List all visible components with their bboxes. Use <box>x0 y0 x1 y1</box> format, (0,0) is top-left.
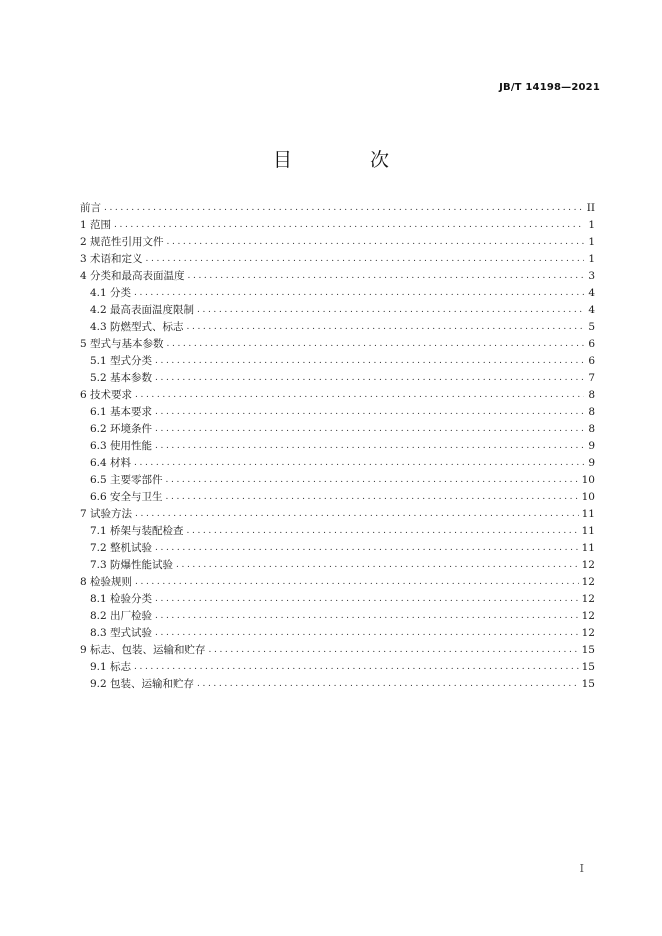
toc-leader-dots <box>166 472 579 489</box>
toc-entry[interactable] <box>80 234 595 251</box>
toc-entry-label: 2 规范性引用文件 <box>80 236 164 248</box>
toc-entry-label: 6 技术要求 <box>80 389 133 401</box>
toc-entry[interactable] <box>80 404 595 421</box>
toc-entry-label: 5.2 基本参数 <box>90 372 153 384</box>
toc-entry-label: 9.2 包装、运输和贮存 <box>90 678 195 690</box>
toc-entry-page: 1 <box>588 219 595 231</box>
toc-entry[interactable] <box>80 353 595 370</box>
toc-leader-dots <box>187 319 584 336</box>
toc-entry-page: 9 <box>588 457 595 469</box>
toc-leader-dots <box>104 200 584 217</box>
toc-leader-dots <box>187 523 579 540</box>
toc-entry[interactable] <box>80 642 595 659</box>
toc-entry-page: 6 <box>588 355 595 367</box>
toc-entry-page: 11 <box>581 542 595 554</box>
toc-entry-label: 8 检验规则 <box>80 576 133 588</box>
toc-entry-page: 3 <box>588 270 595 282</box>
toc-leader-dots <box>114 217 584 234</box>
toc-entry[interactable] <box>80 472 595 489</box>
toc-leader-dots <box>176 557 579 574</box>
toc-entry-page: 8 <box>588 423 595 435</box>
toc-entry-page: 6 <box>588 338 595 350</box>
toc-leader-dots <box>155 625 579 642</box>
toc-entry-label: 4.2 最高表面温度限制 <box>90 304 195 316</box>
page-title: 目 次 <box>272 149 426 171</box>
toc-leader-dots <box>166 489 579 506</box>
toc-entry-page: 11 <box>581 525 595 537</box>
toc-leader-dots <box>209 642 579 659</box>
toc-entry[interactable] <box>80 506 595 523</box>
toc-entry-label: 4.1 分类 <box>90 287 132 299</box>
toc-entry-label: 6.2 环境条件 <box>90 423 153 435</box>
toc-leader-dots <box>134 285 584 302</box>
toc-entry-label: 3 术语和定义 <box>80 253 143 265</box>
toc-entry-label: 6.4 材料 <box>90 457 132 469</box>
toc-leader-dots <box>155 591 579 608</box>
toc-leader-dots <box>155 540 579 557</box>
toc-entry-page: 8 <box>588 389 595 401</box>
toc-leader-dots <box>146 251 584 268</box>
toc-entry-page: 12 <box>581 610 595 622</box>
toc-entry-label: 1 范围 <box>80 219 112 231</box>
toc-entry-page: 12 <box>581 593 595 605</box>
toc-leader-dots <box>134 455 584 472</box>
toc-entry-label: 7.1 桥架与装配检查 <box>90 525 184 537</box>
toc-entry[interactable] <box>80 285 595 302</box>
toc-leader-dots <box>135 506 579 523</box>
toc-leader-dots <box>155 421 584 438</box>
toc-entry[interactable] <box>80 268 595 285</box>
toc-entry-page: 4 <box>588 287 595 299</box>
toc-entry-label: 8.1 检验分类 <box>90 593 153 605</box>
toc-entry-page: 15 <box>581 678 595 690</box>
toc-entry-label: 5 型式与基本参数 <box>80 338 164 350</box>
toc-entry-label: 4 分类和最高表面温度 <box>80 270 185 282</box>
toc-entry-label: 6.6 安全与卫生 <box>90 491 163 503</box>
toc-leader-dots <box>155 608 579 625</box>
toc-entry-page: 9 <box>588 440 595 452</box>
toc-entry-label: 7.2 整机试验 <box>90 542 153 554</box>
toc-entry[interactable] <box>80 455 595 472</box>
toc-entry-label: 7.3 防爆性能试验 <box>90 559 174 571</box>
toc-entry-page: 4 <box>588 304 595 316</box>
toc-entry[interactable] <box>80 421 595 438</box>
toc-entry-label: 8.3 型式试验 <box>90 627 153 639</box>
toc-entry-page: 11 <box>581 508 595 520</box>
toc-entry-label: 6.5 主要零部件 <box>90 474 163 486</box>
standard-code: JB/T 14198—2021 <box>499 82 600 93</box>
toc-entry-label: 前言 <box>80 202 101 214</box>
toc-leader-dots <box>188 268 584 285</box>
toc-entry-page: II <box>586 202 595 214</box>
toc-entry-page: 1 <box>588 236 595 248</box>
toc-entry-label: 7 试验方法 <box>80 508 133 520</box>
toc-entry-label: 9.1 标志 <box>90 661 132 673</box>
toc-leader-dots <box>167 336 584 353</box>
toc-entry[interactable] <box>80 438 595 455</box>
toc-entry[interactable] <box>80 251 595 268</box>
toc-entry-page: 15 <box>581 661 595 673</box>
page-number: I <box>579 862 584 875</box>
toc-entry[interactable] <box>80 200 595 217</box>
toc-leader-dots <box>135 574 579 591</box>
toc-entry-label: 4.3 防燃型式、标志 <box>90 321 184 333</box>
toc-entry[interactable] <box>80 540 595 557</box>
toc-entry-page: 1 <box>588 253 595 265</box>
table-of-contents <box>80 200 595 693</box>
toc-entry-page: 15 <box>581 644 595 656</box>
toc-leader-dots <box>197 676 579 693</box>
toc-leader-dots <box>197 302 584 319</box>
toc-entry[interactable] <box>80 302 595 319</box>
toc-entry[interactable] <box>80 591 595 608</box>
toc-entry-label: 6.1 基本要求 <box>90 406 153 418</box>
toc-entry-page: 12 <box>581 559 595 571</box>
toc-entry[interactable] <box>80 370 595 387</box>
toc-entry[interactable] <box>80 625 595 642</box>
toc-leader-dots <box>155 404 584 421</box>
toc-entry-label: 9 标志、包装、运输和贮存 <box>80 644 206 656</box>
toc-entry-label: 5.1 型式分类 <box>90 355 153 367</box>
toc-entry-page: 12 <box>581 627 595 639</box>
toc-entry-page: 12 <box>581 576 595 588</box>
toc-entry[interactable] <box>80 319 595 336</box>
toc-entry[interactable] <box>80 489 595 506</box>
toc-leader-dots <box>167 234 584 251</box>
toc-leader-dots <box>134 659 579 676</box>
toc-entry[interactable] <box>80 387 595 404</box>
toc-entry[interactable] <box>80 217 595 234</box>
toc-entry-page: 10 <box>581 491 595 503</box>
toc-leader-dots <box>155 353 584 370</box>
toc-entry[interactable] <box>80 523 595 540</box>
toc-leader-dots <box>155 370 584 387</box>
toc-entry-page: 5 <box>588 321 595 333</box>
toc-entry[interactable] <box>80 574 595 591</box>
toc-entry-page: 8 <box>588 406 595 418</box>
toc-entry-label: 6.3 使用性能 <box>90 440 153 452</box>
toc-entry-page: 7 <box>588 372 595 384</box>
toc-entry-label: 8.2 出厂检验 <box>90 610 153 622</box>
toc-entry[interactable] <box>80 336 595 353</box>
toc-entry[interactable] <box>80 676 595 693</box>
toc-leader-dots <box>135 387 584 404</box>
toc-entry[interactable] <box>80 608 595 625</box>
toc-entry[interactable] <box>80 557 595 574</box>
toc-entry-page: 10 <box>581 474 595 486</box>
toc-leader-dots <box>155 438 584 455</box>
toc-entry[interactable] <box>80 659 595 676</box>
